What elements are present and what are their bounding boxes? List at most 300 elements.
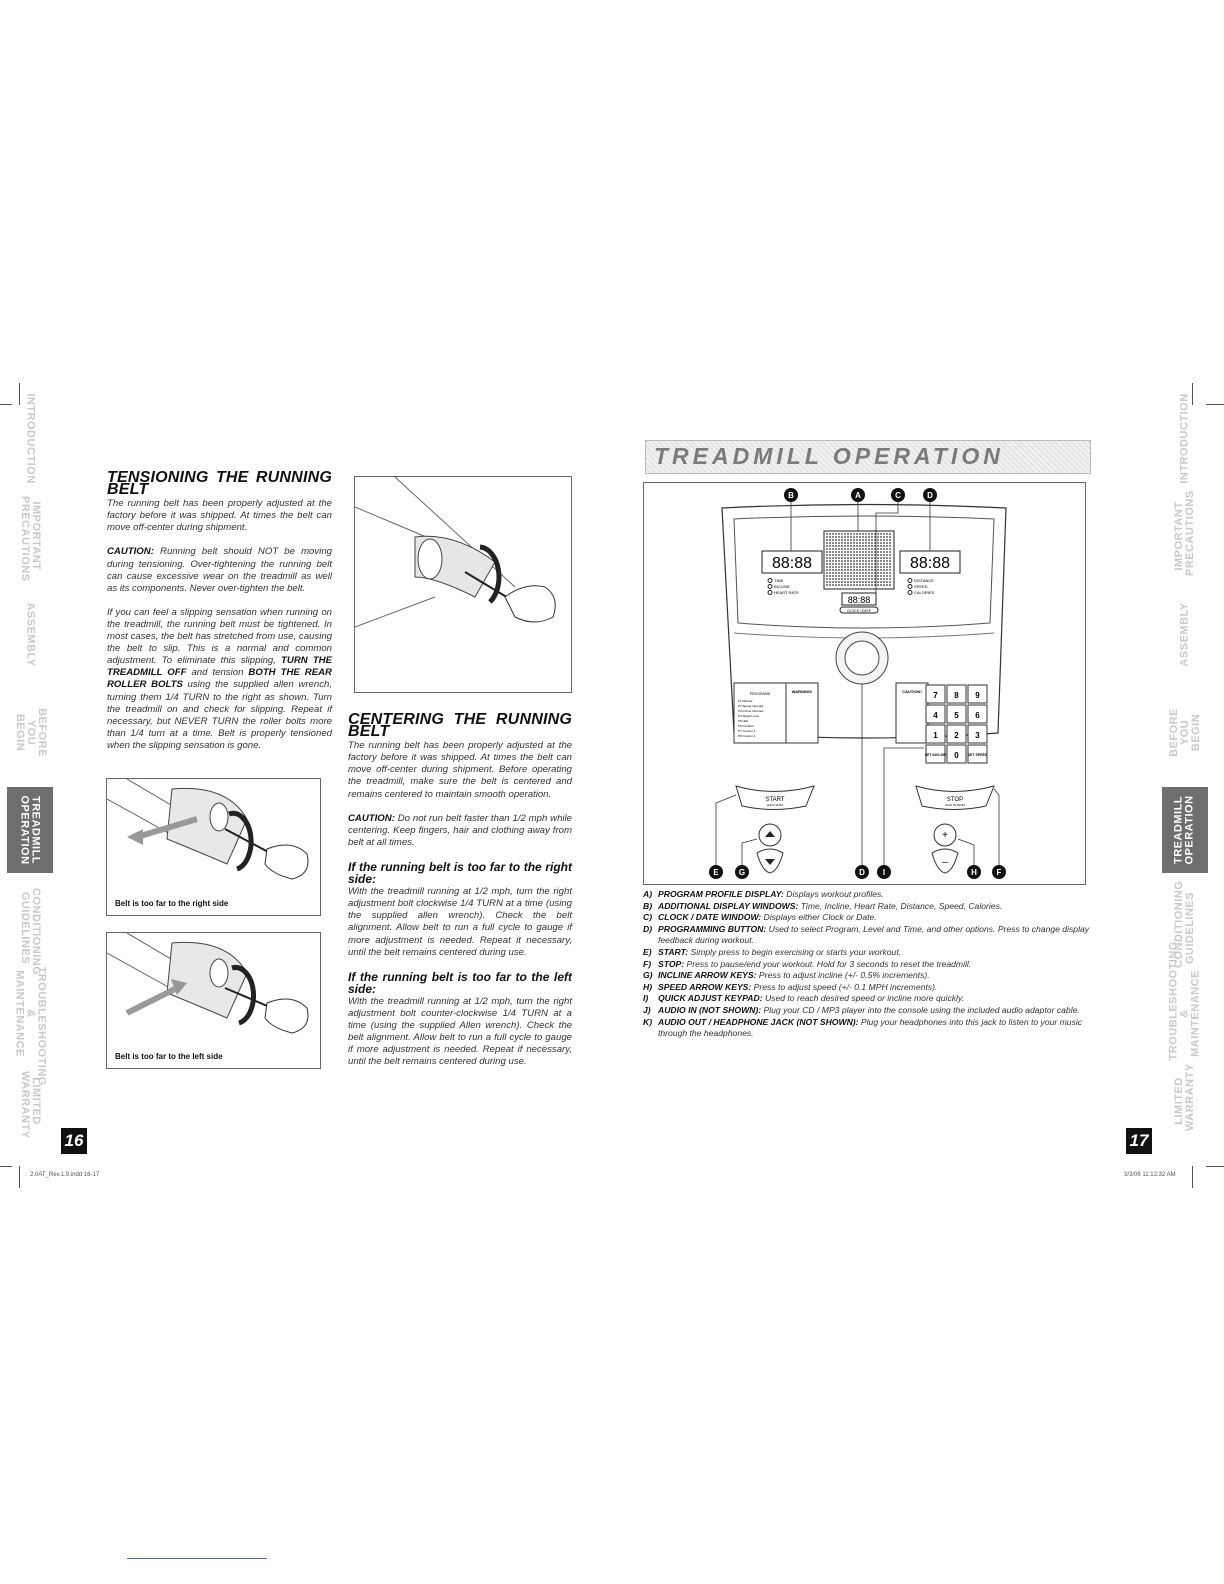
legend-letter: G) [643,970,653,981]
legend-letter: I) [643,993,649,1004]
dot-matrix-led [886,560,888,562]
dot-matrix-led [889,536,891,538]
dot-matrix-led [862,551,864,553]
dot-matrix-led [850,572,852,574]
dot-matrix-led [877,551,879,553]
dot-matrix-led [880,542,882,544]
dot-matrix-led [847,572,849,574]
dot-matrix-led [829,566,831,568]
dot-matrix-led [826,584,828,586]
dot-matrix-led [853,536,855,538]
dot-matrix-led [838,581,840,583]
centering-title: CENTERING THE RUNNING BELT [348,711,572,741]
dot-matrix-led [847,578,849,580]
dot-matrix-led [850,563,852,565]
dot-matrix-led [826,542,828,544]
dot-matrix-led [865,584,867,586]
dot-matrix-led [850,548,852,550]
keypad-key-label: SET SPEED [967,753,988,757]
console-illustration [644,483,1085,884]
dot-matrix-led [868,575,870,577]
dot-matrix-led [868,566,870,568]
dot-matrix-led [889,533,891,535]
dot-matrix-led [868,545,870,547]
dot-matrix-led [853,539,855,541]
dot-matrix-led [856,554,858,556]
keypad-key-label: 3 [975,731,980,740]
legend-letter: K) [643,1016,653,1027]
dot-matrix-led [871,533,873,535]
left-page-number: 16 [61,1128,87,1154]
dot-matrix-led [826,554,828,556]
tensioning-paragraph-1: The running belt has been properly adjusted at the factory before it was shipped. At times the belt can move off-center during shipment. [107,498,332,534]
dot-matrix-led [886,578,888,580]
legend-key: PROGRAM PROFILE DISPLAY: [658,889,784,899]
dot-matrix-led [862,548,864,550]
dot-matrix-led [850,566,852,568]
dot-matrix-led [832,560,834,562]
dot-matrix-led [826,578,828,580]
dot-matrix-led [838,551,840,553]
legend-description [658,970,930,982]
legend-description [658,1005,1080,1017]
centering-section [348,711,572,1080]
dot-matrix-led [838,566,840,568]
dot-matrix-led [835,545,837,547]
dot-matrix-led [856,533,858,535]
dot-matrix-led [850,533,852,535]
dot-matrix-led [835,554,837,556]
caution-label: CAUTION: [348,812,395,824]
dot-matrix-led [862,563,864,565]
dot-matrix-led [856,560,858,562]
dot-matrix-led [883,548,885,550]
dot-matrix-led [889,551,891,553]
legend-description [658,982,937,994]
legend-item [643,889,1095,901]
programs-header: PROGRAMS [749,692,771,696]
dot-matrix-led [832,575,834,577]
dot-matrix-led [883,581,885,583]
dot-matrix-led [883,560,885,562]
dot-matrix-led [868,551,870,553]
dot-matrix-led [880,557,882,559]
dot-matrix-led [871,554,873,556]
dot-matrix-led [832,581,834,583]
dot-matrix-led [862,569,864,571]
dot-matrix-led [886,563,888,565]
dot-matrix-led [841,551,843,553]
legend-text: Simply press to begin exercising or starts your workout. [688,946,902,957]
legend-text: Press to pause/end your workout. Hold for 3 seconds to reset the treadmill. [684,958,972,969]
dot-matrix-led [853,554,855,556]
dot-matrix-led [865,557,867,559]
dot-matrix-led [826,572,828,574]
dot-matrix-led [856,578,858,580]
callout-letter: G [738,868,746,877]
dot-matrix-led [850,581,852,583]
roller-wrench-illustration [355,477,571,692]
dot-matrix-led [865,566,867,568]
dot-matrix-led [829,539,831,541]
dot-matrix-led [862,542,864,544]
dot-matrix-led [829,548,831,550]
dot-matrix-led [847,557,849,559]
legend-letter: F) [643,958,652,969]
dot-matrix-led [856,563,858,565]
dot-matrix-led [856,539,858,541]
tensioning-caution: CAUTION: Running belt should NOT be moving during tensioning. Over-tightening the running belt can cause excessive wear on the treadmill as well as its components. Never over-tighten the belt. [107,546,332,594]
dot-matrix-led [847,563,849,565]
dot-matrix-led [835,581,837,583]
legend-key: AUDIO OUT / HEADPHONE JACK (NOT SHOWN): [658,1016,859,1027]
dot-matrix-led [835,560,837,562]
dot-matrix-led [871,551,873,553]
dot-matrix-led [859,572,861,574]
dot-matrix-led [832,548,834,550]
dot-matrix-led [871,584,873,586]
dot-matrix-led [883,551,885,553]
dot-matrix-led [865,551,867,553]
dot-matrix-led [886,539,888,541]
dot-matrix-led [850,545,852,547]
crop-mark [1206,1166,1224,1167]
dot-matrix-led [847,584,849,586]
dot-matrix-led [871,569,873,571]
dot-matrix-led [880,569,882,571]
dot-matrix-led [835,557,837,559]
dot-matrix-led [862,575,864,577]
dot-matrix-led [838,545,840,547]
dot-matrix-led [859,581,861,583]
dot-matrix-led [868,563,870,565]
dot-matrix-led [865,578,867,580]
dot-matrix-led [871,539,873,541]
dot-matrix-led [832,569,834,571]
dot-matrix-led [841,578,843,580]
legend-description [658,947,901,959]
legend-description [658,901,1002,913]
dot-matrix-led [883,572,885,574]
dot-matrix-led [865,563,867,565]
callout-letter: E [713,868,719,877]
keypad-key-label: 8 [954,691,959,700]
dot-matrix-led [829,575,831,577]
program-item: P7 Custom 1 [738,729,756,733]
dot-matrix-led [859,554,861,556]
dot-matrix-led [877,533,879,535]
dot-matrix-led [880,581,882,583]
right-tab-assembly: ASSEMBLY [1178,601,1191,667]
dot-matrix-led [886,575,888,577]
legend-item [643,959,1095,971]
dot-matrix-led [877,536,879,538]
dot-matrix-led [862,581,864,583]
dot-matrix-led [886,551,888,553]
keypad-key-label: SET INCLINE [924,753,947,757]
callout-letter: H [971,868,977,877]
dot-matrix-led [841,533,843,535]
dot-matrix-led [889,569,891,571]
dot-matrix-led [856,545,858,547]
legend-key: CLOCK / DATE WINDOW: [658,912,762,923]
dot-matrix-led [829,542,831,544]
section-title: TREADMILL OPERATION [654,443,1004,469]
dot-matrix-led [826,539,828,541]
dot-matrix-led [835,536,837,538]
dot-matrix-led [838,548,840,550]
keypad-key-label: 5 [954,711,959,720]
dot-matrix-led [862,545,864,547]
dot-matrix-led [838,572,840,574]
dot-matrix-led [826,581,828,583]
dot-matrix-led [838,560,840,562]
dot-matrix-led [853,560,855,562]
dot-matrix-led [829,569,831,571]
dot-matrix-led [826,566,828,568]
legend-description [658,912,877,924]
dot-matrix-led [877,584,879,586]
dot-matrix-led [841,572,843,574]
keypad-key-label: 0 [954,751,959,760]
dot-matrix-led [859,575,861,577]
dot-matrix-led [832,572,834,574]
legend-item [643,912,1095,924]
dot-matrix-led [859,563,861,565]
dot-matrix-led [847,542,849,544]
dot-matrix-led [886,554,888,556]
belt-left-figure [106,932,321,1069]
dot-matrix-led [871,563,873,565]
legend-key: ADDITIONAL DISPLAY WINDOWS: [658,900,799,911]
dot-matrix-led [832,536,834,538]
dot-matrix-led [835,539,837,541]
dot-matrix-led [835,563,837,565]
dot-matrix-led [847,539,849,541]
dot-matrix-led [856,536,858,538]
dot-matrix-led [841,542,843,544]
dot-matrix-led [859,584,861,586]
dot-matrix-led [847,533,849,535]
dot-matrix-led [886,548,888,550]
dot-matrix-led [829,551,831,553]
dot-matrix-led [865,536,867,538]
callout-letter: C [895,491,901,500]
dot-matrix-led [868,554,870,556]
left-tab-treadmill-operation: TREADMILL OPERATION [7,787,53,873]
dot-matrix-led [829,545,831,547]
dot-matrix-led [868,578,870,580]
dot-matrix-led [829,554,831,556]
dot-matrix-led [841,536,843,538]
left-side-heading: If the running belt is too far to the left side: [348,969,572,996]
dot-matrix-led [889,548,891,550]
legend-text: Press to adjust incline (+/- 0.5% increments). [756,970,930,981]
dot-matrix-led [847,554,849,556]
dot-matrix-led [838,569,840,571]
centering-caution: CAUTION: Do not run belt faster than 1/2 mph while centering. Keep fingers, hair and clothing away from belt at all times. [348,812,572,848]
dot-matrix-led [871,548,873,550]
dot-matrix-led [844,557,846,559]
keypad-key-label: 9 [975,691,980,700]
crop-mark [0,1166,12,1167]
dot-matrix-led [826,563,828,565]
legend-text: Used to select Program, Level and Time, and other options. Press to change display feedback during workout. [658,923,1090,946]
dot-matrix-led [847,551,849,553]
dot-matrix-led [841,554,843,556]
legend-text: Displays workout profiles. [783,889,884,899]
dot-matrix-led [889,557,891,559]
legend-item [643,970,1095,982]
belt-left-illustration [107,933,320,1068]
legend-text: Time, Incline, Heart Rate, Distance, Speed, Calories. [798,900,1003,911]
left-tab-introduction: INTRODUCTION [24,392,37,484]
dot-matrix-led [826,569,828,571]
dot-matrix-led [871,542,873,544]
caution-label: CAUTION: [107,546,154,558]
dot-matrix-led [841,560,843,562]
dot-matrix-led [862,554,864,556]
program-item: P3 Incline Intervals [738,709,764,713]
dot-matrix-led [826,548,828,550]
legend-letter: E) [643,946,652,957]
dot-matrix-led [883,584,885,586]
dot-matrix-led [835,548,837,550]
dot-matrix-led [871,536,873,538]
dot-matrix-led [865,581,867,583]
dot-matrix-led [880,563,882,565]
left-tab-troubleshooting: TROUBLESHOOTING & MAINTENANCE [13,966,48,1086]
legend-key: QUICK ADJUST KEYPAD: [658,993,763,1004]
dot-matrix-led [889,560,891,562]
dot-matrix-led [877,563,879,565]
dot-matrix-led [835,572,837,574]
dot-matrix-led [838,536,840,538]
program-item: P8 Custom 2 [738,734,756,738]
belt-right-figure [106,778,321,916]
dot-matrix-led [883,566,885,568]
start-label: START [765,797,785,803]
dot-matrix-led [883,542,885,544]
dot-matrix-led [880,575,882,577]
dot-matrix-led [829,584,831,586]
dot-matrix-led [847,545,849,547]
console-legend [643,889,1095,1040]
label-heart-rate: HEART RATE [774,590,799,595]
dot-matrix-led [889,545,891,547]
dot-matrix-led [850,560,852,562]
crop-mark [1192,1166,1193,1188]
dot-matrix-led [859,542,861,544]
dot-matrix-led [835,575,837,577]
dot-matrix-led [832,551,834,553]
dot-matrix-led [844,575,846,577]
dot-matrix-led [871,581,873,583]
program-item: P5 Hills [738,719,749,723]
dot-matrix-led [853,581,855,583]
dot-matrix-led [832,584,834,586]
right-tab-treadmill-operation: TREADMILL OPERATION [1162,787,1208,873]
keypad-key-label: 1 [933,731,938,740]
legend-item [643,1005,1095,1017]
dot-matrix-led [856,572,858,574]
legend-letter: C) [643,912,653,923]
dot-matrix-led [880,578,882,580]
dot-matrix-led [889,572,891,574]
dot-matrix-led [886,545,888,547]
left-tab-important-precautions: IMPORTANT PRECAUTIONS [19,496,42,582]
caution-label-console: CAUTION! [902,689,922,694]
label-time: TIME [774,578,784,583]
dot-matrix-led [844,560,846,562]
legend-text: Press to adjust speed (+/- 0.1 MPH increments). [751,981,938,992]
dot-matrix-led [838,563,840,565]
dot-matrix-led [883,569,885,571]
dot-matrix-led [853,557,855,559]
stop-sublabel: HOLD TO RESET [944,804,966,807]
legend-key: STOP: [658,958,685,969]
dot-matrix-led [883,533,885,535]
dot-matrix-led [865,548,867,550]
left-tab-limited-warranty: LIMITED WARRANTY [19,1071,42,1139]
dot-matrix-led [868,560,870,562]
dot-matrix-led [880,539,882,541]
dot-matrix-led [889,578,891,580]
dot-matrix-led [868,569,870,571]
program-item: P2 Speed Intervals [738,704,764,708]
keypad-key-label: 2 [954,731,959,740]
right-tab-before-you-begin: BEFORE YOU BEGIN [1167,707,1202,757]
dot-matrix-led [850,569,852,571]
dot-matrix-led [841,539,843,541]
dot-matrix-led [844,566,846,568]
footer-right: 3/3/06 11:12:32 AM [1124,1172,1176,1178]
dot-matrix-led [868,548,870,550]
dot-matrix-led [862,533,864,535]
dot-matrix-led [889,581,891,583]
legend-item [643,993,1095,1005]
dot-matrix-led [829,560,831,562]
callout-letter: I [882,868,886,877]
legend-item [643,901,1095,913]
dot-matrix-led [862,539,864,541]
dot-matrix-led [862,560,864,562]
dot-matrix-led [856,557,858,559]
dot-matrix-led [883,557,885,559]
dot-matrix-led [865,569,867,571]
dot-matrix-led [883,578,885,580]
dot-matrix-led [853,584,855,586]
dot-matrix-led [853,551,855,553]
dot-matrix-led [877,548,879,550]
dot-matrix-led [838,554,840,556]
legend-key: PROGRAMMING BUTTON: [658,923,767,934]
dot-matrix-led [883,554,885,556]
dot-matrix-led [847,581,849,583]
dot-matrix-led [844,572,846,574]
dot-matrix-led [877,566,879,568]
dot-matrix-led [871,575,873,577]
belt-right-illustration [107,779,320,915]
dot-matrix-led [859,551,861,553]
dot-matrix-led [829,557,831,559]
keypad-key-label: 6 [975,711,980,720]
label-incline: INCLINE [774,584,790,589]
dot-matrix-led [877,554,879,556]
dot-matrix-led [832,533,834,535]
callout-letter: B [788,491,794,500]
dot-matrix-led [838,539,840,541]
